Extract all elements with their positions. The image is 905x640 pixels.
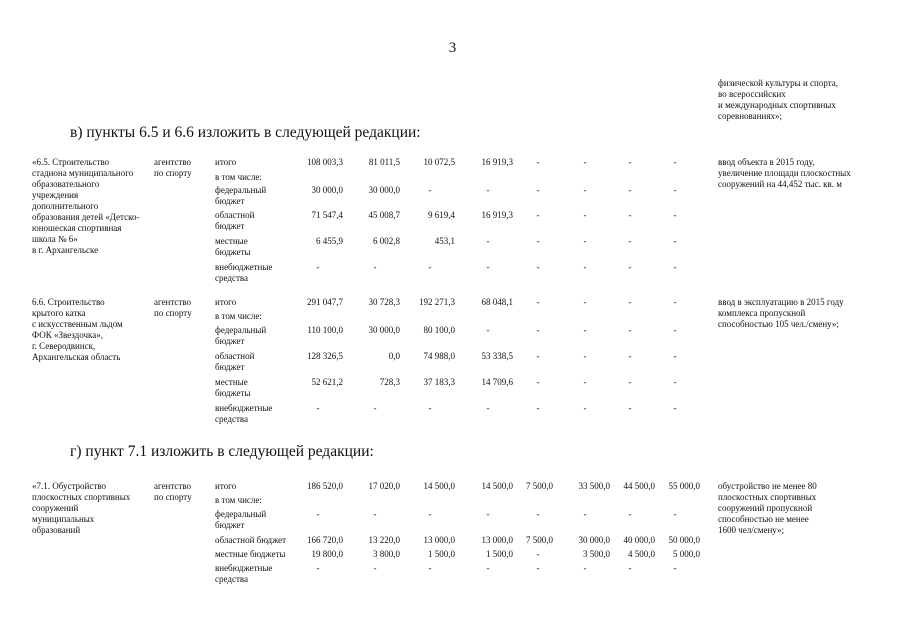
- value-cell-extra: -: [536, 403, 540, 413]
- value-cell-local: 14 709,6: [481, 377, 513, 387]
- value-cell-extra: -: [583, 563, 587, 573]
- value-cell-local: 3 800,0: [373, 549, 400, 559]
- item-name-line: «7.1. Обустройство: [32, 481, 106, 491]
- value-cell-extra: -: [428, 563, 432, 573]
- value-cell-total: 14 500,0: [423, 481, 455, 491]
- value-cell-regional: 13 000,0: [423, 535, 455, 545]
- value-cell-local: 52 621,2: [311, 377, 343, 387]
- row-label-local: местные: [215, 377, 248, 387]
- row-label-regional: бюджет: [215, 221, 245, 231]
- agency-line: агентство: [154, 481, 192, 491]
- row-label-extra: средства: [215, 273, 249, 283]
- page-number: 3: [448, 40, 457, 56]
- value-cell-federal: -: [486, 325, 490, 335]
- value-cell-federal: -: [673, 509, 677, 519]
- value-cell-total: 192 271,3: [419, 297, 455, 307]
- value-cell-extra: -: [673, 563, 677, 573]
- value-cell-federal: -: [583, 185, 587, 195]
- value-cell-regional: 71 547,4: [311, 210, 343, 220]
- value-cell-regional: 0,0: [388, 351, 400, 361]
- row-label-extra: средства: [215, 414, 249, 424]
- result-line: обустройство не менее 80: [718, 481, 817, 491]
- item-name-line: стадиона муниципального: [32, 168, 134, 178]
- agency-line: агентство: [154, 297, 192, 307]
- value-cell-extra: -: [536, 563, 540, 573]
- value-cell-local: 728,3: [379, 377, 400, 387]
- value-cell-total: 186 520,0: [307, 481, 343, 491]
- result-line: ввод в эксплуатацию в 2015 году: [718, 297, 844, 307]
- item-name-line: крытого катка: [32, 308, 86, 318]
- value-cell-total: -: [583, 157, 587, 167]
- value-cell-extra: -: [316, 563, 320, 573]
- value-cell-local: -: [536, 549, 540, 559]
- value-cell-local: -: [536, 377, 540, 387]
- value-cell-federal: -: [428, 509, 432, 519]
- value-cell-regional: -: [536, 351, 540, 361]
- value-cell-regional: 13 220,0: [368, 535, 400, 545]
- result-line: плоскостных спортивных: [718, 492, 817, 502]
- result-line: 1600 чел/смену»;: [718, 525, 784, 535]
- value-cell-regional: -: [628, 351, 632, 361]
- result-line: комплекса пропускной: [718, 308, 806, 318]
- value-cell-extra: -: [486, 403, 490, 413]
- value-cell-extra: -: [486, 262, 490, 272]
- row-label-federal: федеральный: [215, 509, 267, 519]
- row-label-federal: бюджет: [215, 196, 245, 206]
- value-cell-total: -: [536, 157, 540, 167]
- top-note-line: соревнованиях»;: [718, 111, 782, 121]
- value-cell-federal: 80 100,0: [423, 325, 455, 335]
- heading-b: в) пункты 6.5 и 6.6 изложить в следующей редакции:: [70, 124, 421, 141]
- value-cell-regional: 7 500,0: [526, 535, 553, 545]
- value-cell-regional: 9 619,4: [428, 210, 455, 220]
- value-cell-extra: -: [428, 262, 432, 272]
- value-cell-extra: -: [583, 262, 587, 272]
- value-cell-federal: -: [486, 509, 490, 519]
- value-cell-federal: -: [628, 325, 632, 335]
- row-label-regional: областной: [215, 210, 255, 220]
- item-name-line: дополнительного: [32, 201, 99, 211]
- row-label-regional: областной: [215, 351, 255, 361]
- value-cell-extra: -: [316, 403, 320, 413]
- value-cell-federal: -: [536, 325, 540, 335]
- value-cell-local: -: [673, 377, 677, 387]
- agency-line: по спорту: [154, 492, 192, 502]
- result-line: увеличение площади плоскостных: [718, 168, 851, 178]
- value-cell-local: 19 800,0: [311, 549, 343, 559]
- value-cell-regional: 30 000,0: [578, 535, 610, 545]
- value-cell-regional: 166 720,0: [307, 535, 343, 545]
- value-cell-federal: -: [536, 185, 540, 195]
- row-label-federal: федеральный: [215, 185, 267, 195]
- value-cell-total: -: [673, 157, 677, 167]
- value-cell-total: -: [583, 297, 587, 307]
- row-label-extra: внебюджетные: [215, 563, 273, 573]
- item-name-line: образований: [32, 525, 81, 535]
- value-cell-federal: -: [628, 185, 632, 195]
- item-name-line: сооружений: [32, 503, 79, 513]
- value-cell-extra: -: [373, 403, 377, 413]
- heading-g: г) пункт 7.1 изложить в следующей редакции:: [70, 443, 374, 460]
- row-label-total: итого: [215, 157, 237, 167]
- value-cell-extra: -: [673, 262, 677, 272]
- item-name-line: образовательного: [32, 179, 100, 189]
- row-label-federal: бюджет: [215, 520, 245, 530]
- value-cell-regional: 16 919,3: [481, 210, 513, 220]
- value-cell-extra: -: [373, 262, 377, 272]
- value-cell-local: 1 500,0: [428, 549, 455, 559]
- value-cell-extra: -: [316, 262, 320, 272]
- value-cell-local: 6 455,9: [316, 236, 343, 246]
- item-name-line: образования детей «Детско-: [32, 212, 140, 222]
- result-line: способностью 105 чел./смену»;: [718, 319, 839, 329]
- item-name-line: в г. Архангельске: [32, 245, 99, 255]
- value-cell-federal: -: [673, 185, 677, 195]
- row-label-total: итого: [215, 297, 237, 307]
- top-note-line: физической культуры и спорта,: [718, 78, 839, 88]
- value-cell-total: 44 500,0: [623, 481, 655, 491]
- row-label-extra: внебюджетные: [215, 262, 273, 272]
- value-cell-total: 68 048,1: [481, 297, 513, 307]
- item-name-line: учреждения: [32, 190, 79, 200]
- value-cell-regional: -: [536, 210, 540, 220]
- value-cell-federal: -: [316, 509, 320, 519]
- value-cell-regional: 45 008,7: [368, 210, 400, 220]
- agency-line: агентство: [154, 157, 192, 167]
- value-cell-federal: -: [673, 325, 677, 335]
- value-cell-federal: 30 000,0: [311, 185, 343, 195]
- row-label-regional: бюджет: [215, 362, 245, 372]
- row-label-local: местные: [215, 236, 248, 246]
- agency-line: по спорту: [154, 308, 192, 318]
- value-cell-total: 30 728,3: [368, 297, 400, 307]
- result-line: способностью не менее: [718, 514, 809, 524]
- value-cell-regional: 128 326,5: [307, 351, 343, 361]
- value-cell-total: 81 011,5: [368, 157, 400, 167]
- value-cell-federal: -: [583, 325, 587, 335]
- value-cell-federal: -: [428, 185, 432, 195]
- value-cell-extra: -: [673, 403, 677, 413]
- row-label-extra: внебюджетные: [215, 403, 273, 413]
- item-name-line: «6.5. Строительство: [32, 157, 110, 167]
- result-line: сооружений пропускной: [718, 503, 813, 513]
- result-line: сооружений на 44,452 тыс. кв. м: [718, 179, 842, 189]
- value-cell-federal: -: [536, 509, 540, 519]
- value-cell-federal: -: [373, 509, 377, 519]
- value-cell-local: -: [583, 377, 587, 387]
- value-cell-extra: -: [628, 262, 632, 272]
- item-name-line: Архангельская область: [32, 352, 121, 362]
- value-cell-federal: 30 000,0: [368, 185, 400, 195]
- row-label-federal: федеральный: [215, 325, 267, 335]
- value-cell-local: -: [628, 377, 632, 387]
- top-note-line: во всероссийских: [718, 89, 786, 99]
- value-cell-regional: -: [583, 351, 587, 361]
- value-cell-local: -: [583, 236, 587, 246]
- value-cell-total: -: [628, 297, 632, 307]
- value-cell-total: -: [628, 157, 632, 167]
- result-line: ввод объекта в 2015 году,: [718, 157, 815, 167]
- value-cell-local: 453,1: [434, 236, 455, 246]
- value-cell-extra: -: [536, 262, 540, 272]
- value-cell-extra: -: [628, 403, 632, 413]
- value-cell-total: 7 500,0: [526, 481, 553, 491]
- value-cell-total: -: [673, 297, 677, 307]
- value-cell-local: -: [486, 236, 490, 246]
- value-cell-federal: -: [583, 509, 587, 519]
- row-label-local: бюджеты: [215, 247, 251, 257]
- row-label-regional: областной бюджет: [215, 535, 287, 545]
- value-cell-federal: 110 100,0: [307, 325, 343, 335]
- agency-line: по спорту: [154, 168, 192, 178]
- item-name-line: с искусственным льдом: [32, 319, 123, 329]
- row-label-extra: средства: [215, 574, 249, 584]
- value-cell-regional: 40 000,0: [623, 535, 655, 545]
- value-cell-regional: 53 338,5: [481, 351, 513, 361]
- value-cell-total: 291 047,7: [307, 297, 343, 307]
- value-cell-extra: -: [628, 563, 632, 573]
- value-cell-local: 3 500,0: [583, 549, 610, 559]
- value-cell-total: -: [536, 297, 540, 307]
- value-cell-local: 4 500,0: [628, 549, 655, 559]
- value-cell-total: 33 500,0: [578, 481, 610, 491]
- value-cell-local: 1 500,0: [486, 549, 513, 559]
- value-cell-extra: -: [428, 403, 432, 413]
- item-name-line: г. Северодвинск,: [32, 341, 96, 351]
- value-cell-federal: -: [486, 185, 490, 195]
- row-label-incl: в том числе:: [215, 311, 262, 321]
- value-cell-total: 14 500,0: [481, 481, 513, 491]
- row-label-incl: в том числе:: [215, 172, 262, 182]
- item-name-line: 6.6. Строительство: [32, 297, 105, 307]
- value-cell-local: -: [673, 236, 677, 246]
- value-cell-total: 55 000,0: [668, 481, 700, 491]
- value-cell-regional: 13 000,0: [481, 535, 513, 545]
- item-name-line: ФОК «Звездочка»,: [32, 330, 104, 340]
- value-cell-total: 17 020,0: [368, 481, 400, 491]
- row-label-total: итого: [215, 481, 237, 491]
- item-name-line: плоскостных спортивных: [32, 492, 131, 502]
- value-cell-local: -: [536, 236, 540, 246]
- item-name-line: юношеская спортивная: [32, 223, 122, 233]
- top-note: [718, 78, 838, 122]
- value-cell-regional: -: [673, 351, 677, 361]
- value-cell-local: 5 000,0: [673, 549, 700, 559]
- top-note-line: и международных спортивных: [718, 100, 836, 110]
- value-cell-regional: -: [673, 210, 677, 220]
- row-label-incl: в том числе:: [215, 495, 262, 505]
- row-label-local: бюджеты: [215, 388, 251, 398]
- value-cell-total: 16 919,3: [481, 157, 513, 167]
- value-cell-local: 6 002,8: [373, 236, 400, 246]
- value-cell-federal: -: [628, 509, 632, 519]
- value-cell-total: 108 003,3: [307, 157, 343, 167]
- value-cell-total: 10 072,5: [423, 157, 455, 167]
- value-cell-regional: -: [628, 210, 632, 220]
- row-label-federal: бюджет: [215, 336, 245, 346]
- value-cell-regional: -: [583, 210, 587, 220]
- item-name-line: школа № 6»: [32, 234, 78, 244]
- value-cell-extra: -: [373, 563, 377, 573]
- value-cell-local: -: [628, 236, 632, 246]
- row-label-local: местные бюджеты: [215, 549, 286, 559]
- item-name-line: муниципальных: [32, 514, 95, 524]
- value-cell-local: 37 183,3: [423, 377, 455, 387]
- value-cell-regional: 74 988,0: [423, 351, 455, 361]
- value-cell-regional: 50 000,0: [668, 535, 700, 545]
- value-cell-extra: -: [583, 403, 587, 413]
- value-cell-extra: -: [486, 563, 490, 573]
- value-cell-federal: 30 000,0: [368, 325, 400, 335]
